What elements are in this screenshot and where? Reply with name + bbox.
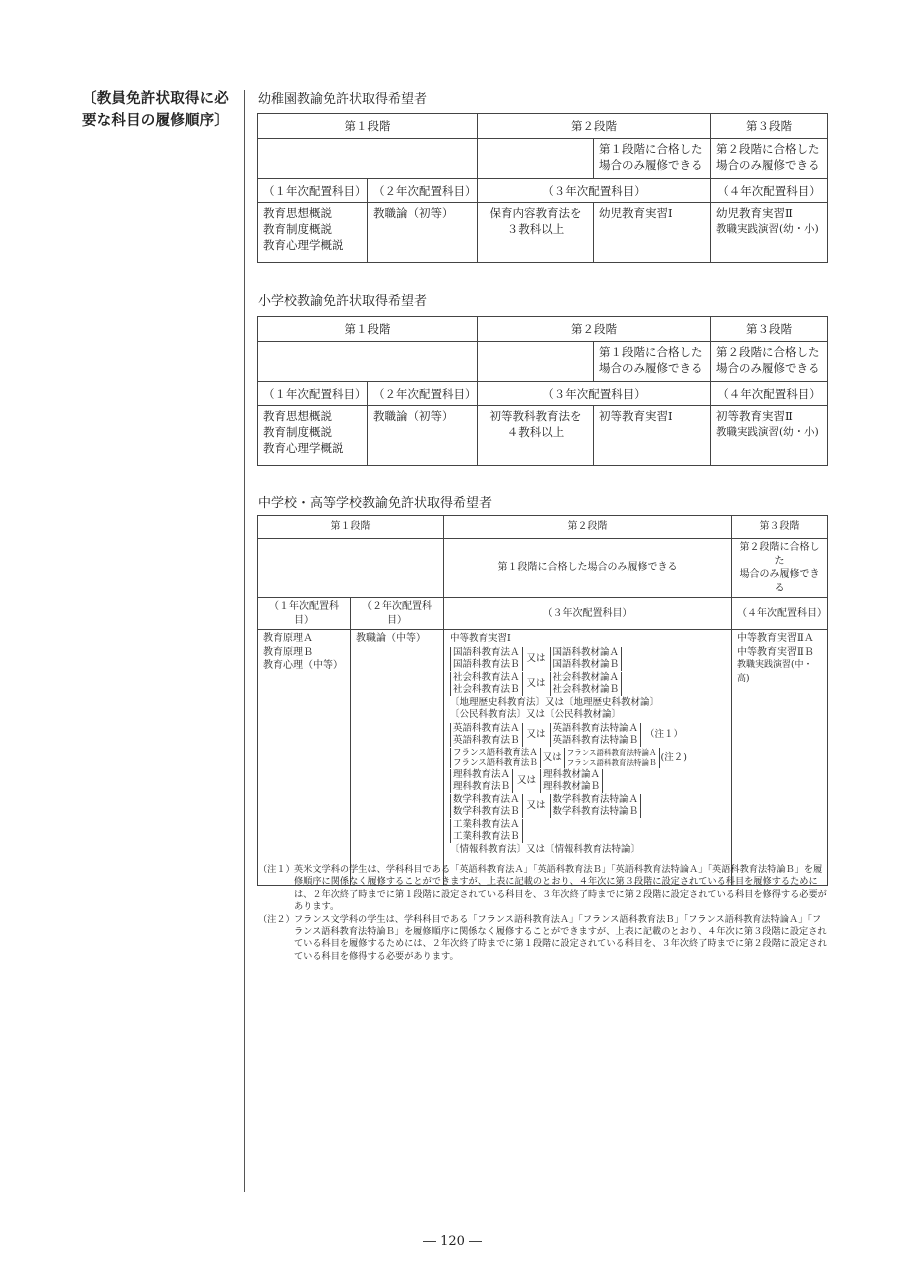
stage3-condition: 第２段階に合格した 場合のみ履修できる	[732, 539, 828, 598]
year1-subjects: 教育原理Ａ 教育原理Ｂ 教育心理（中等）	[258, 630, 351, 886]
year4-subjects: 初等教育実習Ⅱ 教職実践演習(幼・小)	[711, 406, 828, 466]
vertical-divider	[244, 90, 245, 1192]
year1-subjects: 教育思想概説 教育制度概説 教育心理学概説	[258, 203, 368, 263]
stage2-header: 第２段階	[478, 114, 711, 139]
side-heading	[82, 88, 242, 132]
elementary-title: 小学校教諭免許状取得希望者	[258, 294, 428, 309]
french-group: フランス語科教育法Ａ フランス語科教育法Ｂ 又は フランス語科教育法特論Ａ フランス語科教育法特論Ｂ (注２)	[450, 748, 725, 768]
year1-label: （１年次配置科目）	[258, 179, 368, 203]
side-heading-line2: 要な科目の履修順序〕	[82, 113, 229, 129]
year3-subjects-b: 幼児教育実習Ⅰ	[594, 203, 711, 263]
year4-subjects: 幼児教育実習Ⅱ 教職実践演習(幼・小)	[711, 203, 828, 263]
empty-cell	[478, 139, 594, 179]
civics-line: 〔公民科教育法〕又は〔公民科教材論〕	[450, 709, 622, 720]
secondary-table	[257, 515, 828, 886]
footnote-1: （注１） 英米文学科の学生は、学科科目である「英語科教育法Ａ」「英語科教育法Ｂ」「英語科教育法特論Ａ」「英語科教育法特論Ｂ」を履修順序に関係なく履修することができますが、上表に記載のとおり、４年次に第３段階に設定されている科目を履修するためには、２年次終了時までに第１段階に設定されている科目を、３年次終了時までに第２段階に設定されている科目を修得する必要があります。	[258, 864, 827, 913]
year4-subjects: 中等教育実習ⅡＡ 中等教育実習ⅡＢ 教職実践演習(中・高)	[732, 630, 828, 886]
year4-label: （４年次配置科目）	[732, 598, 828, 630]
year3-subjects-a: 保育内容教育法を ３教科以上	[478, 203, 594, 263]
science-group: 理科教育法Ａ 理科教育法Ｂ 又は 理科教材論Ａ 理科教材論Ｂ	[450, 769, 725, 793]
stage1-header: 第１段階	[258, 516, 444, 539]
page-number: ― 120 ―	[422, 1234, 483, 1249]
math-group: 数学科教育法Ａ 数学科教育法Ｂ 又は 数学科教育法特論Ａ 数学科教育法特論Ｂ	[450, 794, 725, 818]
english-group: 英語科教育法Ａ 英語科教育法Ｂ 又は 英語科教育法特論Ａ 英語科教育法特論Ｂ （注１）	[450, 723, 725, 747]
stage2-condition: 第１段階に合格した 場合のみ履修できる	[594, 139, 711, 179]
year3-label: （３年次配置科目）	[444, 598, 732, 630]
empty-cell	[258, 139, 478, 179]
empty-cell	[258, 342, 478, 382]
stage3-condition: 第２段階に合格した 場合のみ履修できる	[711, 342, 828, 382]
stage2-header: 第２段階	[444, 516, 732, 539]
elementary-table	[257, 316, 828, 466]
geography-history-line: 〔地理歴史科教育法〕又は〔地理歴史科教材論〕	[450, 696, 660, 708]
kindergarten-table	[257, 113, 828, 263]
year3-subjects	[444, 630, 732, 886]
year2-subjects: 教職論（中等）	[351, 630, 444, 886]
stage3-header: 第３段階	[711, 114, 828, 139]
footnote-2: （注２） フランス文学科の学生は、学科科目である「フランス語科教育法Ａ」「フランス語科教育法Ｂ」「フランス語科教育法特論Ａ」「フランス語科教育法特論Ｂ」を履修順序に関係なく履修することができますが、上表に記載のとおり、４年次に第３段階に設定されている科目を履修するためには、２年次終了時までに第１段階に設定されている科目を、３年次終了時までに第２段階に設定されている科目を修得する必要があります。	[258, 913, 827, 962]
stage2-condition: 第１段階に合格した場合のみ履修できる	[444, 539, 732, 598]
stage3-condition: 第２段階に合格した 場合のみ履修できる	[711, 139, 828, 179]
year1-label: （１年次配置科目）	[258, 598, 351, 630]
secondary-practicum: 中等教育実習Ⅰ	[450, 633, 511, 644]
year1-label: （１年次配置科目）	[258, 382, 368, 406]
japanese-group: 国語科教育法Ａ 国語科教育法Ｂ 又は 国語科教材論Ａ 国語科教材論Ｂ	[450, 647, 725, 671]
kindergarten-title: 幼稚園教諭免許状取得希望者	[258, 92, 428, 107]
year4-label: （４年次配置科目）	[711, 382, 828, 406]
year2-label: （２年次配置科目）	[368, 382, 478, 406]
side-heading-line1: 〔教員免許状取得に必	[82, 91, 229, 107]
year3-subjects-b: 初等教育実習Ⅰ	[594, 406, 711, 466]
social-group: 社会科教育法Ａ 社会科教育法Ｂ 又は 社会科教材論Ａ 社会科教材論Ｂ	[450, 672, 725, 696]
footnotes	[258, 864, 830, 963]
stage1-header: 第１段階	[258, 114, 478, 139]
year2-subjects: 教職論（初等）	[368, 406, 478, 466]
year3-subjects-a: 初等教科教育法を ４教科以上	[478, 406, 594, 466]
year1-subjects: 教育思想概説 教育制度概説 教育心理学概説	[258, 406, 368, 466]
stage3-header: 第３段階	[711, 317, 828, 342]
industry-group: 工業科教育法Ａ 工業科教育法Ｂ	[450, 819, 725, 843]
stage1-header: 第１段階	[258, 317, 478, 342]
year2-subjects: 教職論（初等）	[368, 203, 478, 263]
empty-cell	[258, 539, 444, 598]
year4-label: （４年次配置科目）	[711, 179, 828, 203]
year3-label: （３年次配置科目）	[478, 382, 711, 406]
stage3-header: 第３段階	[732, 516, 828, 539]
year2-label: （２年次配置科目）	[368, 179, 478, 203]
year2-label: （２年次配置科目）	[351, 598, 444, 630]
secondary-title: 中学校・高等学校教諭免許状取得希望者	[258, 496, 493, 511]
stage2-header: 第２段階	[478, 317, 711, 342]
information-line: 〔情報科教育法〕又は〔情報科教育法特論〕	[450, 843, 641, 855]
year3-label: （３年次配置科目）	[478, 179, 711, 203]
empty-cell	[478, 342, 594, 382]
stage2-condition: 第１段階に合格した 場合のみ履修できる	[594, 342, 711, 382]
